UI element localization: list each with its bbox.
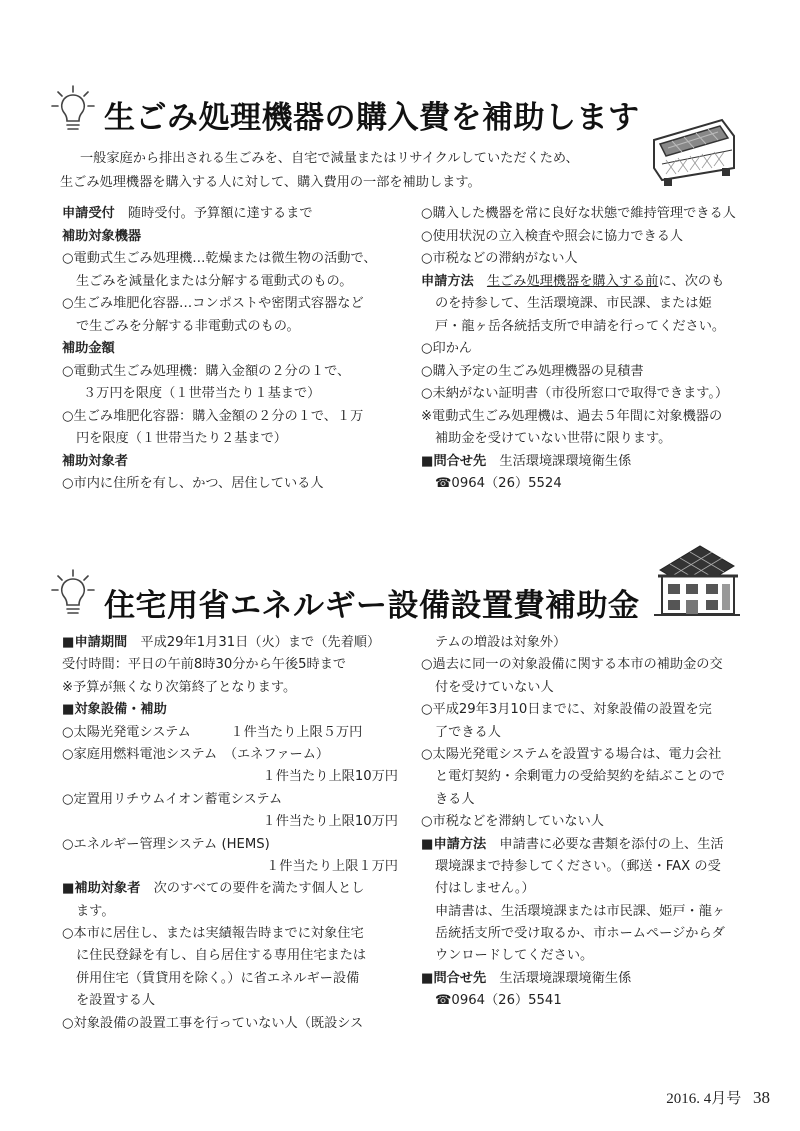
list-item: 戸・龍ヶ岳各統括支所で申請を行ってください。 <box>435 318 726 334</box>
lightbulb-icon <box>50 84 96 134</box>
list-item: ○本市に居住し、または実績報告時までに対象住宅 <box>62 926 364 942</box>
section2-left-column <box>62 632 402 1035</box>
list-item: 補助金を受けていない世帯に限ります。 <box>435 431 672 446</box>
intro-line: 一般家庭から排出される生ごみを、自宅で減量またはリサイクルしていただくため、 <box>80 151 579 166</box>
list-item: ※電動式生ごみ処理機は、過去５年間に対象機器の <box>421 408 723 424</box>
subsidy-amount: １件当たり上限10万円 <box>262 769 398 785</box>
section2-right-column <box>421 632 766 1013</box>
list-item: ○定置用リチウムイオン蓄電システム <box>62 791 283 807</box>
list-item: ○使用状況の立入検査や照会に協力できる人 <box>421 228 684 244</box>
list-item <box>421 834 766 856</box>
list-item: 環境課まで持参してください。（郵送・FAX の受 <box>435 858 721 874</box>
list-item <box>421 451 766 474</box>
apply-method-text: に、次のも <box>658 273 725 289</box>
list-item: ○過去に同一の対象設備に関する本市の補助金の交 <box>421 657 723 673</box>
section1-title: 生ごみ処理機器の購入費を補助します <box>104 100 640 136</box>
spacer <box>474 274 487 289</box>
list-item: ○平成29年3月10日までに、対象設備の設置を完 <box>421 702 712 718</box>
list-item: ○家庭用燃料電池システム （エネファーム） <box>62 746 330 762</box>
apply-period-label: ■申請期間 <box>62 635 128 650</box>
list-item <box>421 968 766 990</box>
intro-line: 生ごみ処理機器を購入する人に対して、購入費用の一部を補助します。 <box>60 175 481 190</box>
list-item: ○電動式生ごみ処理機：購入金額の２分の１で、 <box>62 363 351 379</box>
list-item: ○印かん <box>421 341 473 356</box>
eligible-text: 次のすべての要件を満たす個人とし <box>140 881 365 897</box>
subheading: ■対象設備・補助 <box>62 702 167 718</box>
list-item: ○太陽光発電システム １件当たり上限５万円 <box>62 724 363 740</box>
list-item <box>62 878 402 900</box>
list-item <box>62 203 402 226</box>
list-item: ○太陽光発電システムを設置する場合は、電力会社 <box>421 746 722 762</box>
list-item: ○購入した機器を常に良好な状態で維持管理できる人 <box>421 206 736 221</box>
apply-period-text: 平成29年1月31日（火）まで（先着順） <box>127 635 381 650</box>
list-item <box>421 271 766 294</box>
lightbulb-icon <box>50 568 96 618</box>
list-item: ○生ごみ堆肥化容器…コンポストや密閉式容器など <box>62 296 364 311</box>
list-item: ○購入予定の生ごみ処理機器の見積書 <box>421 363 644 379</box>
list-item: を設置する人 <box>76 993 156 1009</box>
list-item: きる人 <box>435 791 475 807</box>
list-item: ○電動式生ごみ処理機…乾燥または微生物の活動で、 <box>62 251 377 266</box>
list-item: 申請書は、生活環境課または市民課、姫戸・龍ヶ <box>435 903 726 919</box>
section1-intro <box>60 147 579 195</box>
list-item: ○生ごみ堆肥化容器：購入金額の２分の１で、１万 <box>62 408 364 424</box>
list-item: ３万円を限度（１世帯当たり１基まで） <box>83 386 321 401</box>
section2-title: 住宅用省エネルギー設備設置費補助金 <box>104 588 640 624</box>
issue-label: 2016. 4月号 <box>666 1091 742 1107</box>
apply-reception-label: 申請受付 <box>62 206 115 221</box>
list-item: 併用住宅（賃貸用を除く。）に省エネルギー設備 <box>76 970 360 986</box>
list-item: ※予算が無くなり次第終了となります。 <box>62 679 297 695</box>
subheading: 補助対象機器 <box>62 228 142 244</box>
list-item: で生ごみを分解する非電動式のもの。 <box>76 318 300 334</box>
apply-method-label: 申請方法 <box>421 273 474 289</box>
list-item: ○市税などを滞納していない人 <box>421 814 604 830</box>
phone-number: ☎0964（26）5541 <box>435 993 562 1009</box>
list-item: ウンロードしてください。 <box>435 948 594 964</box>
list-item: 付を受けていない人 <box>435 679 554 695</box>
list-item: 生ごみを減量化または分解する電動式のもの。 <box>76 273 353 289</box>
subsidy-amount: １件当たり上限１万円 <box>266 858 398 874</box>
page-number: 38 <box>753 1088 770 1107</box>
list-item: と電灯契約・余剰電力の受給契約を結ぶことので <box>435 769 726 785</box>
list-item: 付はしません。） <box>435 881 535 897</box>
apply-method-text: 申請書に必要な書類を添付の上、生活 <box>486 836 724 852</box>
underlined-text: 生ごみ処理機器を購入する前 <box>486 273 659 289</box>
solar-house-icon <box>650 540 742 620</box>
list-item: テムの増設は対象外） <box>435 635 567 650</box>
section1-right-column <box>421 203 766 496</box>
contact-label: ■問合せ先 <box>421 970 487 986</box>
subsidy-amount: １件当たり上限10万円 <box>262 814 398 830</box>
page-footer <box>666 1087 770 1108</box>
apply-method-label: ■申請方法 <box>421 836 487 852</box>
contact-text: 生活環境課環境衛生係 <box>486 970 632 986</box>
list-item: のを持参して、生活環境課、市民課、または姫 <box>435 296 712 311</box>
list-item: 円を限度（１世帯当たり２基まで） <box>76 431 287 446</box>
subheading: 補助対象者 <box>62 453 128 469</box>
list-item: に住民登録を有し、自ら居住する専用住宅または <box>76 948 367 964</box>
list-item <box>62 632 402 654</box>
subheading: 補助金額 <box>62 341 115 356</box>
list-item: ○エネルギー管理システム (HEMS) <box>62 836 270 852</box>
contact-label: ■問合せ先 <box>421 453 487 469</box>
list-item: ○市税などの滞納がない人 <box>421 251 578 266</box>
list-item: 受付時間：平日の午前8時30分から午後5時まで <box>62 657 347 673</box>
list-item: ○市内に住所を有し、かつ、居住している人 <box>62 476 324 491</box>
list-item: ます。 <box>76 903 115 919</box>
section1-left-column <box>62 203 402 496</box>
list-item: ○未納がない証明書（市役所窓口で取得できます。） <box>421 386 729 401</box>
garbage-processor-icon <box>648 108 740 190</box>
list-item: ○対象設備の設置工事を行っていない人（既設シス <box>62 1015 364 1031</box>
phone-number: ☎0964（26）5524 <box>435 476 562 491</box>
apply-reception-text: 随時受付。予算額に達するまで <box>114 206 313 221</box>
eligible-label: ■補助対象者 <box>62 881 141 897</box>
list-item: 了できる人 <box>435 724 501 740</box>
list-item: 岳統括支所で受け取るか、市ホームページからダ <box>435 926 725 942</box>
contact-text: 生活環境課環境衛生係 <box>486 453 632 469</box>
